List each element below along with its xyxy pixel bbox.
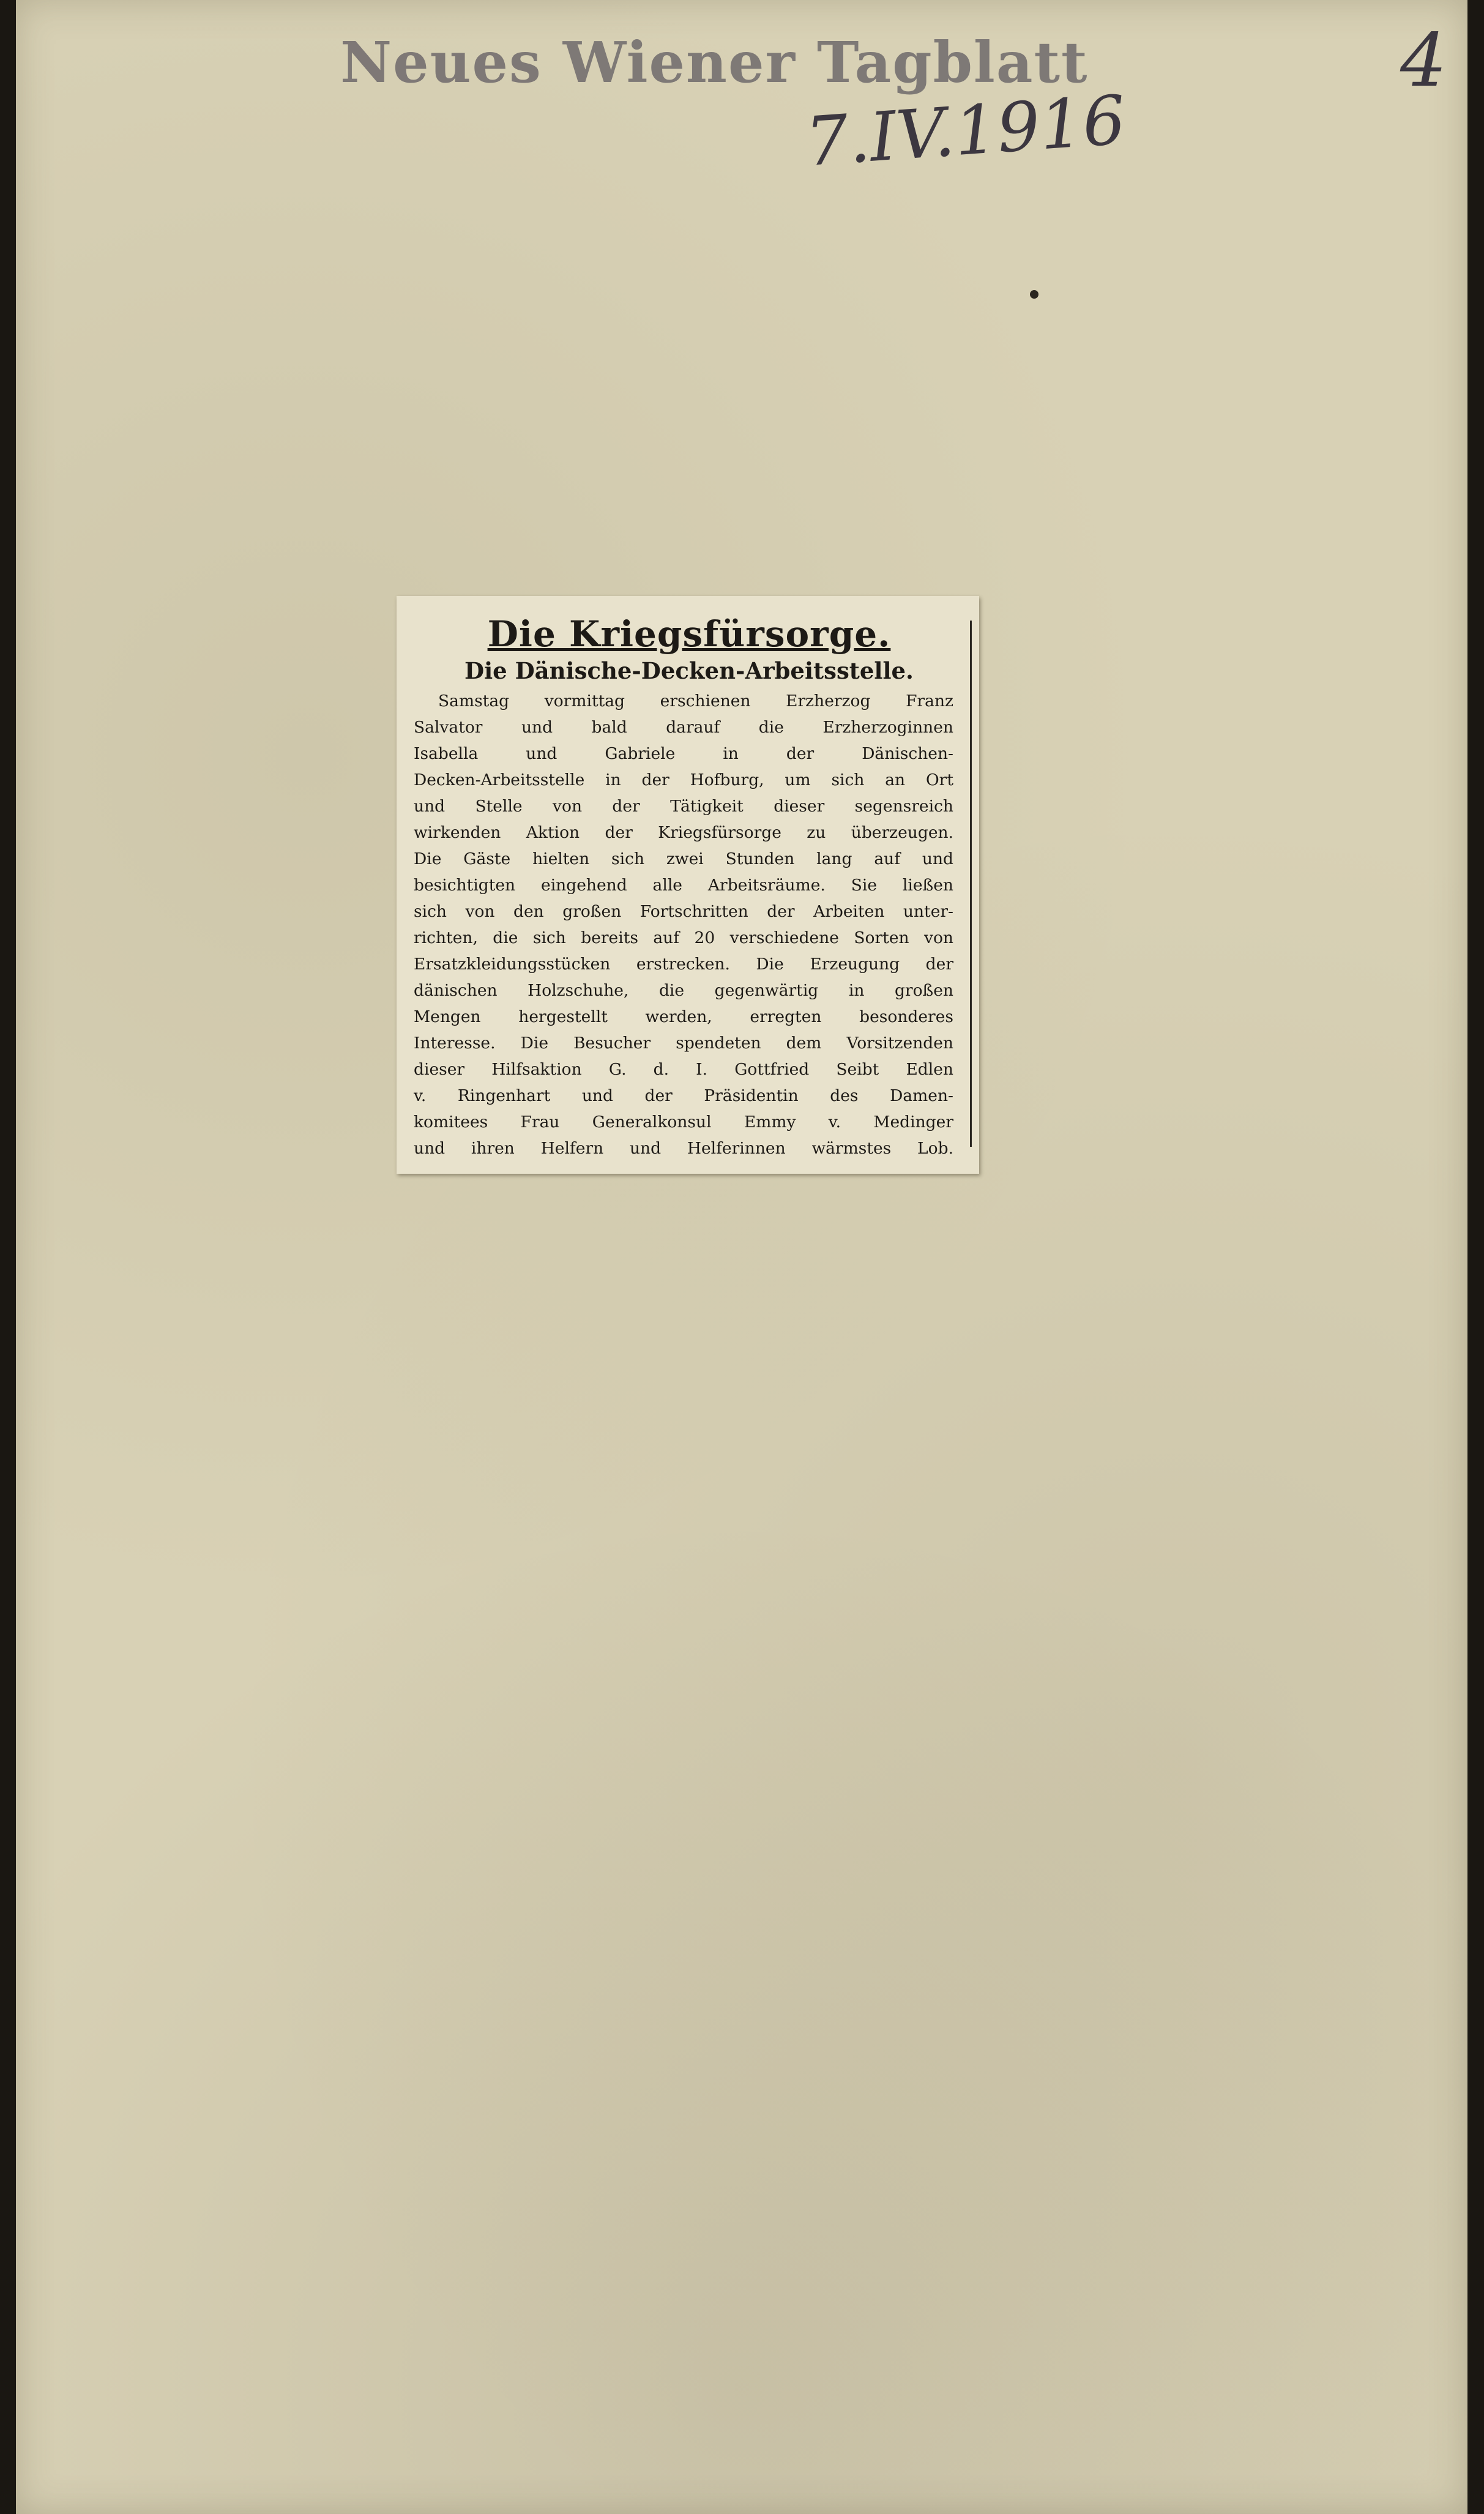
article-line: sich von den großen Fortschritten der Arbeiten unter- xyxy=(414,902,953,921)
article-line: v. Ringenhart und der Präsidentin des Damen- xyxy=(414,1086,953,1105)
article-line: dänischen Holzschuhe, die gegenwärtig in großen xyxy=(414,981,953,1000)
handwritten-page-number: 4 xyxy=(1400,18,1447,103)
article-line: Isabella und Gabriele in der Dänischen- xyxy=(414,744,953,763)
article-subtitle: Die Dänische-Decken-Arbeitsstelle. xyxy=(464,657,914,684)
article-line: und Stelle von der Tätigkeit dieser segensreich xyxy=(414,797,953,816)
article-body xyxy=(414,688,964,1162)
article-line: und ihren Helfern und Helferinnen wärmstes Lob. xyxy=(414,1139,953,1158)
article-line: richten, die sich bereits auf 20 verschiedene Sorten von xyxy=(414,928,953,947)
article-line: dieser Hilfsaktion G. d. I. Gottfried Seibt Edlen xyxy=(414,1060,953,1079)
article-line: komitees Frau Generalkonsul Emmy v. Medinger xyxy=(414,1113,953,1132)
article-line: Samstag vormittag erschienen Erzherzog Franz xyxy=(438,692,953,711)
article-line: Salvator und bald darauf die Erzherzoginnen xyxy=(414,718,953,737)
newspaper-clipping xyxy=(397,596,979,1174)
article-line: besichtigten eingehend alle Arbeitsräume. Sie ließen xyxy=(414,876,953,895)
handwritten-date: 7.IV.1916 xyxy=(803,80,1128,182)
newspaper-stamp: Neues Wiener Tagblatt xyxy=(340,29,1089,95)
article-line: Interesse. Die Besucher spendeten dem Vorsitzenden xyxy=(414,1034,953,1053)
article-line: Mengen hergestellt werden, erregten besonderes xyxy=(414,1007,953,1026)
article-line: Die Gäste hielten sich zwei Stunden lang auf und xyxy=(414,849,953,868)
article-line: wirkenden Aktion der Kriegsfürsorge zu überzeugen. xyxy=(414,823,953,842)
article-title: Die Kriegsfürsorge. xyxy=(487,613,891,655)
article-line: Ersatzkleidungsstücken erstrecken. Die Erzeugung der xyxy=(414,955,953,974)
ink-dot xyxy=(1030,290,1038,299)
archive-sheet xyxy=(16,0,1467,2514)
article-line: Decken-Arbeitsstelle in der Hofburg, um sich an Ort xyxy=(414,770,953,789)
